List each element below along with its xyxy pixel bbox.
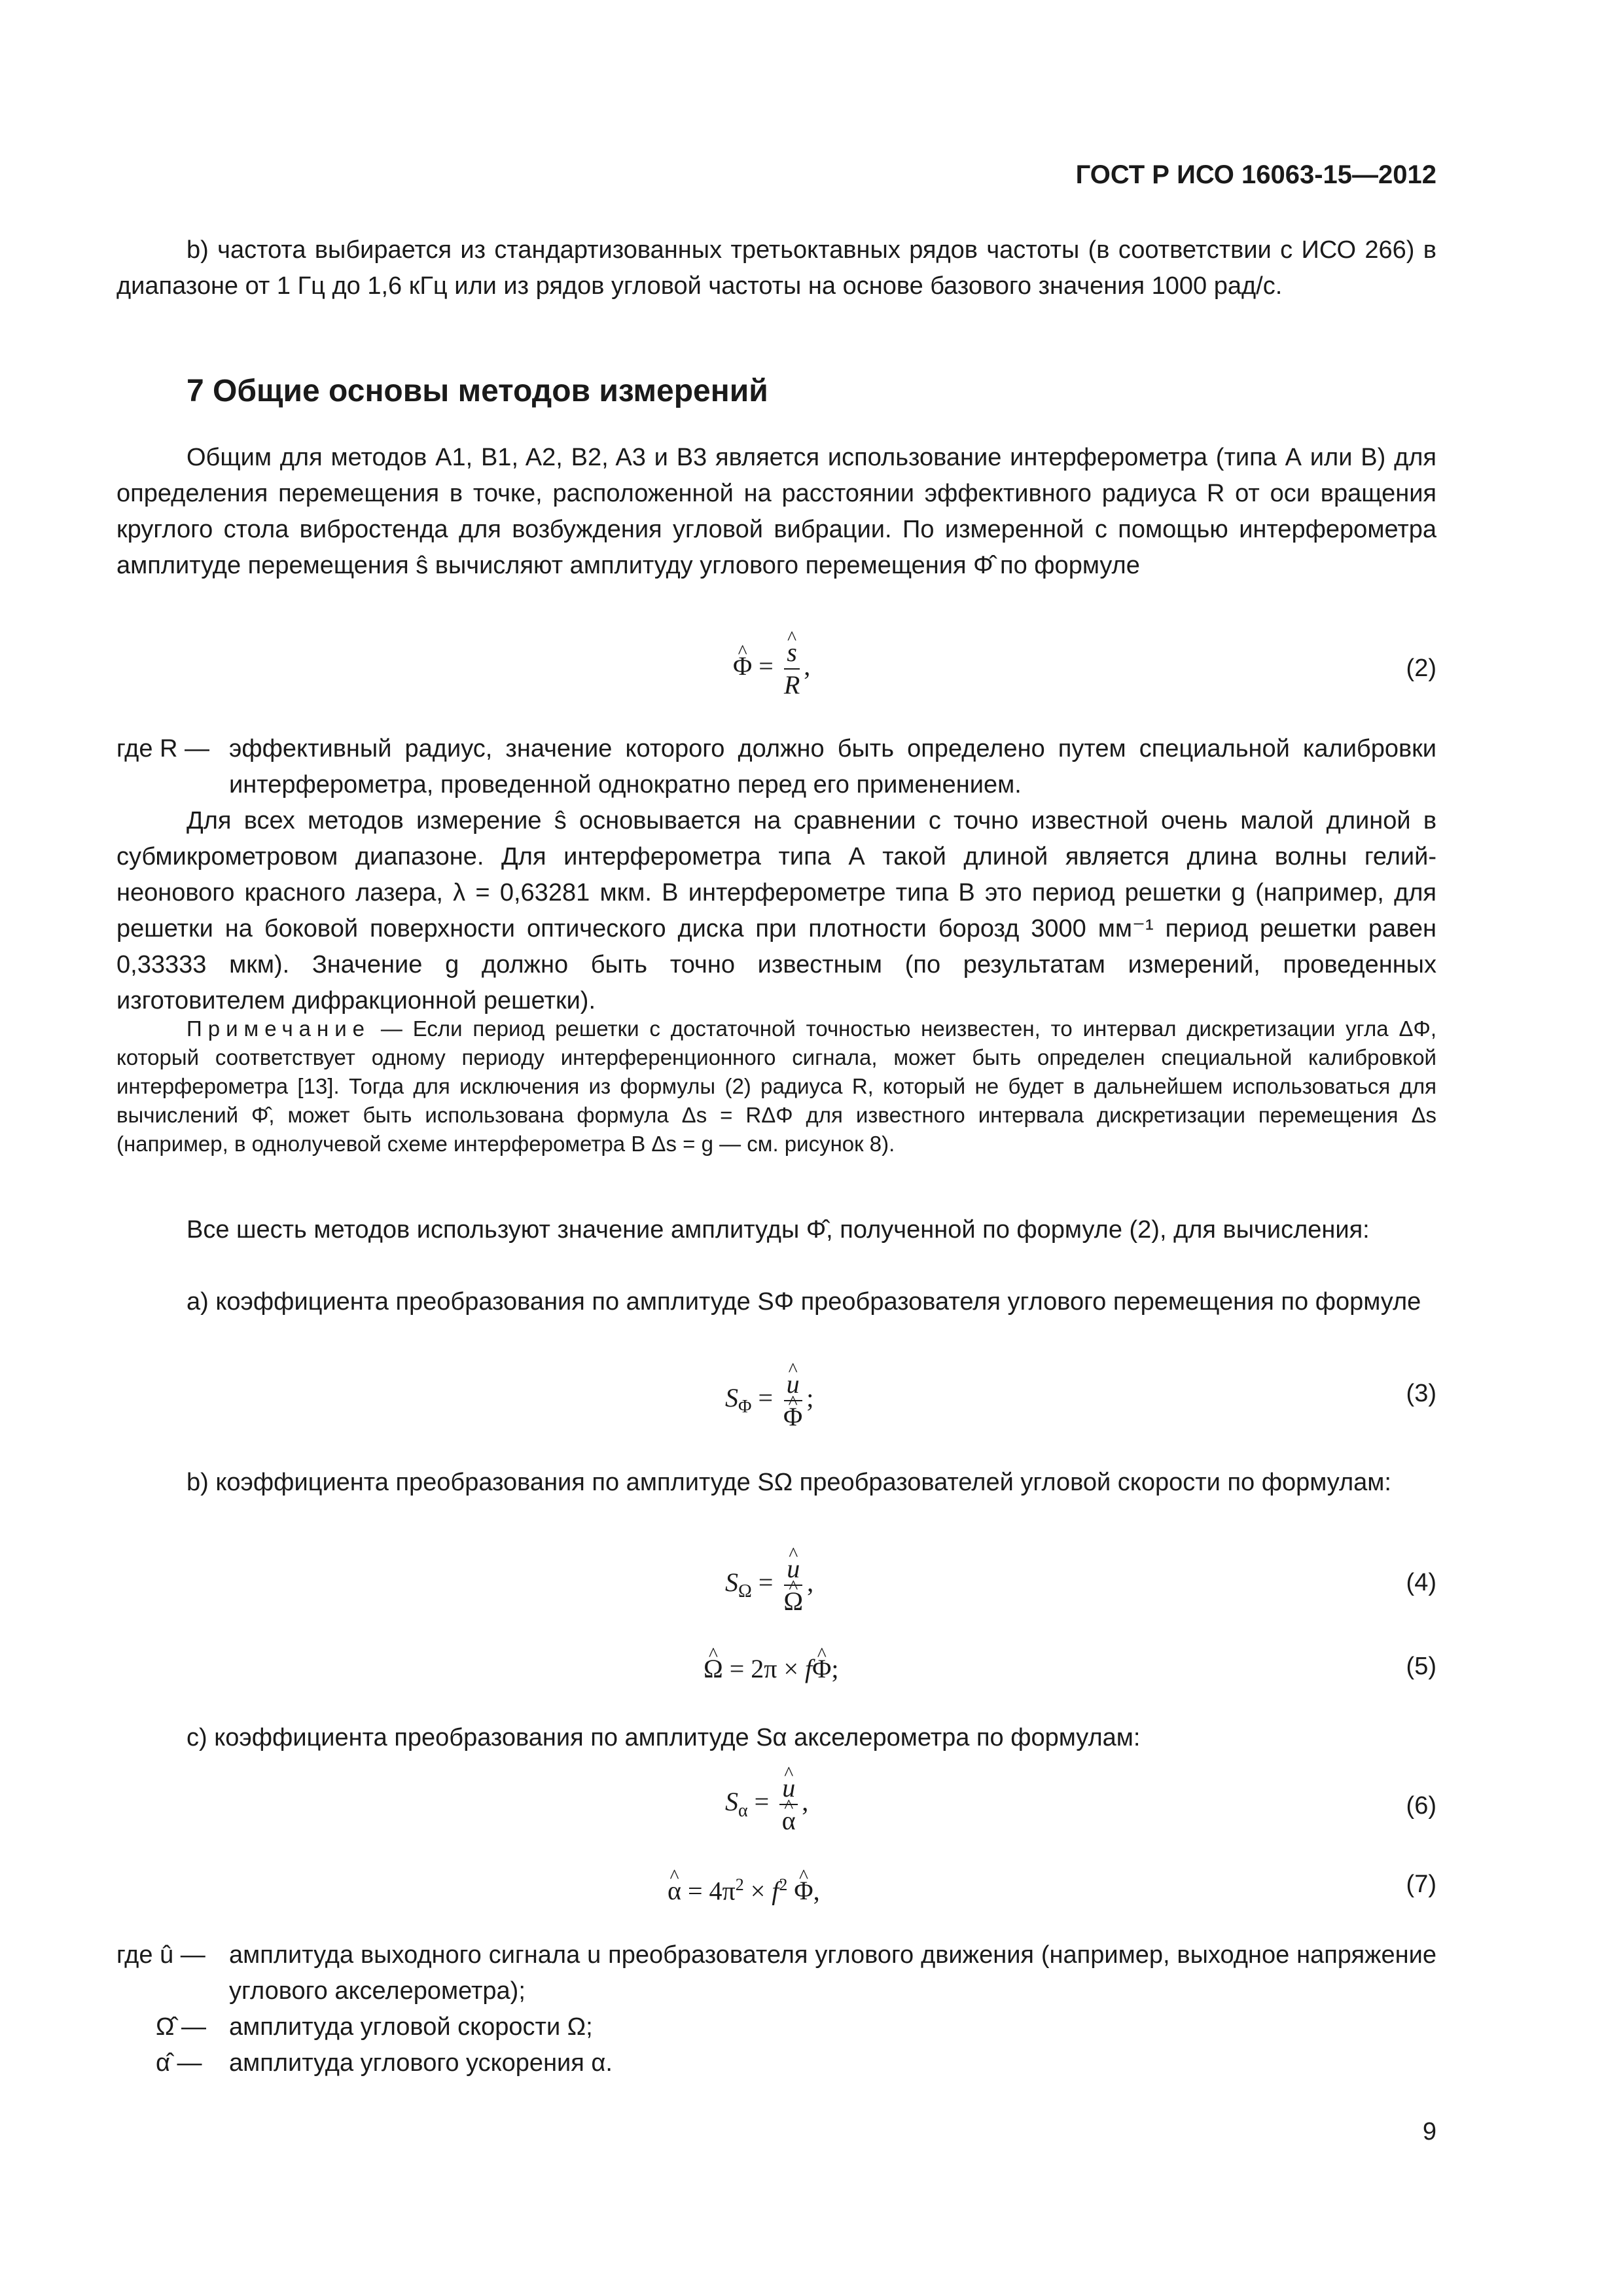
eq7-rhs-b: × [743,1876,772,1906]
where-text-u: амплитуда выходного сигнала u преобразователя углового движения (например, выходное напряжение углового акселерометра); [229,1941,1436,2005]
equation-number-5: (5) [1406,1653,1436,1680]
equation-4: $S_\Omega$ = ^ u ^ Ω , [725,1554,813,1616]
equation-number-2: (2) [1406,655,1436,682]
equation-6: $S_\alpha$ = ^ u ^ α , [725,1774,808,1835]
eq5-lhs: ^ Ω [704,1654,723,1684]
note-text: — Если период решетки с достаточной точностью неизвестен, то интервал дискретизации угла ΔΦ, который соответствует одному периоду интерференционного сигнала, может быть определен специальной калибровкой интерферометра [13]. Тогда для исключения из формулы (2) радиуса R, который не будет в дальнейшем использоваться для вычислений Φ̂, может быть использована формула Δs = RΔΦ для известного интервала дискретизации перемещения Δs (например, в однолучевой схеме интерферометра В Δs = g — см. рисунок 8). [116,1016,1436,1156]
eq2-denominator: R [783,670,800,700]
eq7-sup: 2 [735,1875,744,1894]
eq4-tail: , [807,1568,814,1598]
equation-number-3: (3) [1406,1380,1436,1407]
eq4-numerator: ^ u [787,1554,800,1583]
eq7-lhs: ^ α [668,1876,681,1906]
eq7-tail: , [813,1876,820,1906]
eq3-denominator: ^ Φ [783,1403,802,1431]
eq6-numerator: ^ u [782,1774,795,1803]
where-text-R: эффективный радиус, значение которого должно быть определено путем специальной калибровки интерферометра, проведенной однократно перед его применением. [229,735,1436,798]
eq5-tail: ; [831,1654,839,1683]
paragraph-intro: Общим для методов A1, B1, A2, B2, A3 и B3 является использование интерферометра (типа А или В) для определения перемещения в точке, расположенной на расстоянии эффективного радиуса R от оси вращения круглого стола вибростенда для возбуждения угловой вибрации. По измеренной с помощью интерферометра амплитуде перемещения ŝ вычисляют амплитуду углового перемещения Φ̂ по формуле [116,444,1436,579]
equation-number-7: (7) [1406,1871,1436,1898]
eq2-lhs: ^ Φ [733,651,752,681]
eq6-fraction [779,1774,798,1835]
eq2-fraction [784,638,800,700]
paragraph-all-methods: Все шесть методов используют значение амплитуды Φ̂, полученной по формуле (2), для вычисления: [187,1216,1370,1244]
eq3-tail: ; [806,1383,814,1413]
eq4-fraction [783,1554,803,1616]
equation-3: $S_\Phi$ = ^ u ^ Φ ; [725,1370,813,1431]
eq5-rhs-a: = 2π × [729,1654,806,1683]
equation-2: ^ Φ = ^ $\frac{s}{R}$ , [733,638,810,700]
section-heading: 7 Общие основы методов измерений [187,374,768,408]
eq2-tail: , [804,651,811,681]
document-header: ГОСТ Р ИСО 16063-15—2012 [1075,160,1436,189]
eq3-numerator: ^ u [787,1370,800,1399]
eq7-rhs-a: = 4π [687,1876,736,1906]
where-label-u: где û — [116,1941,205,1969]
eq5-var: ^ Φ [812,1654,831,1684]
eq7-f: f [772,1876,779,1906]
where-label-R: где R — [116,735,210,762]
eq4-lhs-sub: Ω [738,1581,752,1602]
equation-number-6: (6) [1406,1792,1436,1820]
note [116,1014,1436,1158]
note-label: Примечание [187,1016,371,1041]
eq3-lhs: S [725,1383,738,1413]
eq5-f: f [805,1654,813,1683]
eq2-numerator: ^ s [787,638,797,667]
where-label-alpha: α̂ — [156,2049,202,2077]
page-number: 9 [1422,2118,1436,2145]
eq6-lhs-sub: α [738,1801,748,1821]
eq6-lhs: S [725,1787,738,1817]
paragraph-measurement: Для всех методов измерение ŝ основывается на сравнении с точно известной очень малой длиной в субмикрометровом диапазоне. Для интерферометра типа А такой длиной является длина волны гелий-неонового красного лазера, λ = 0,63281 мкм. В интерферометре типа В это период решетки g (например, для решетки на боковой поверхности оптического диска при плотности борозд 3000 мм⁻¹ период решетки равен 0,33333 мкм). Значение g должно быть точно известным (по результатам измерений, проведенных изготовителем дифракционной решетки). [116,807,1436,1014]
eq7-var: ^ Φ [794,1876,813,1906]
where-text-omega: амплитуда угловой скорости Ω; [229,2013,593,2041]
list-item-b: b) коэффициента преобразования по амплитуде SΩ преобразователей угловой скорости по формулам: [187,1469,1391,1496]
list-item-c: c) коэффициента преобразования по амплитуде Sα акселерометра по формулам: [187,1724,1141,1751]
equation-number-4: (4) [1406,1569,1436,1596]
eq6-denominator: ^ α [782,1806,796,1835]
eq3-lhs-sub: Φ [738,1397,752,1418]
equation-7 [668,1870,820,1906]
paragraph-item-b-top: b) частота выбирается из стандартизованных третьоктавных рядов частоты (в соответствии с ИСО 266) в диапазоне от 1 Гц до 1,6 кГц или из рядов угловой частоты на основе базового значения 1000 рад/с. [116,236,1436,300]
where-text-alpha: амплитуда углового ускорения α. [229,2049,613,2077]
eq7-sup2: 2 [779,1875,788,1894]
eq3-fraction [783,1370,802,1431]
eq6-tail: , [802,1787,809,1817]
eq4-denominator: ^ Ω [783,1587,803,1616]
eq4-lhs: S [725,1568,738,1598]
list-item-a: а) коэффициента преобразования по амплитуде SΦ преобразователя углового перемещения по формуле [187,1288,1421,1316]
equation-5 [704,1654,839,1684]
where-label-omega: Ω̂ — [156,2013,206,2041]
